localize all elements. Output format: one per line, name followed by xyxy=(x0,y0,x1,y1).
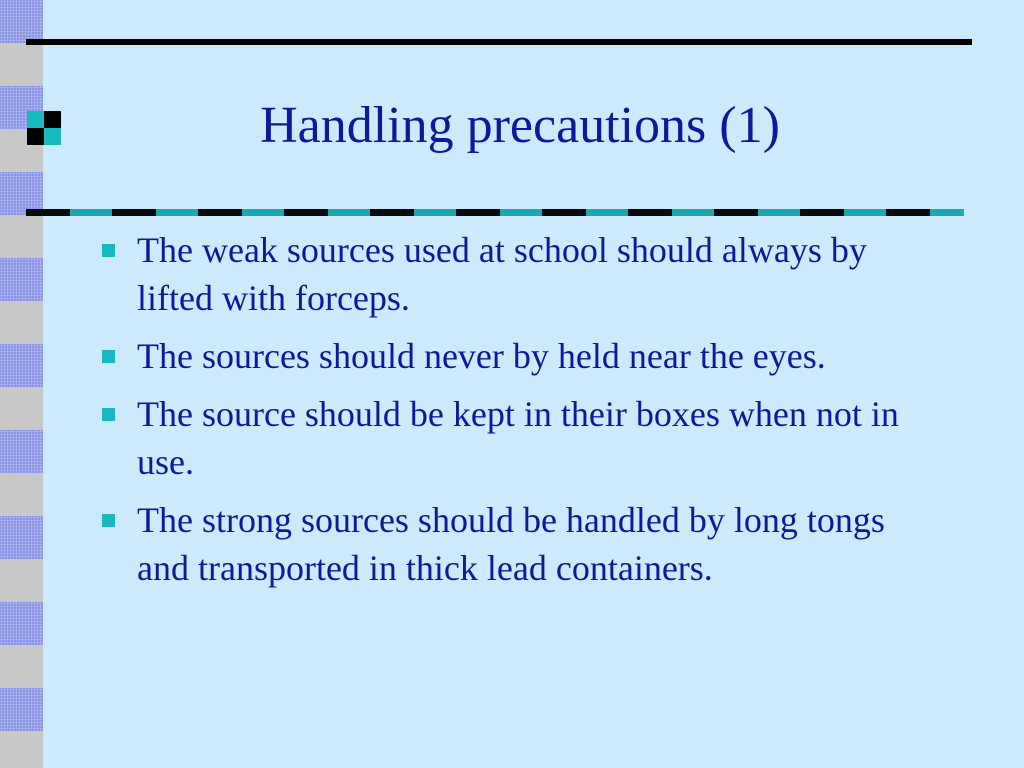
bullet-item xyxy=(100,496,900,592)
square-bullet-icon xyxy=(102,408,115,421)
square-bullet-icon xyxy=(102,514,115,527)
bullet-text: The source should be kept in their boxes when not in use. xyxy=(137,394,899,482)
checker-cell xyxy=(44,111,61,128)
bullet-item xyxy=(100,390,900,486)
strip-block xyxy=(0,344,43,387)
bullet-text: The strong sources should be handled by long tongs and transported in thick lead containers. xyxy=(137,500,885,588)
bullet-item xyxy=(100,332,900,380)
checker-cell xyxy=(27,111,44,128)
strip-block xyxy=(0,516,43,559)
bullet-item xyxy=(100,226,900,322)
strip-block xyxy=(0,430,43,473)
top-rule xyxy=(26,39,972,45)
checker-cell xyxy=(27,128,44,145)
slide-title: Handling precautions (1) xyxy=(260,97,780,154)
strip-block xyxy=(0,258,43,301)
square-bullet-icon xyxy=(102,244,115,257)
checker-square-icon xyxy=(27,111,61,145)
bullet-text: The weak sources used at school should always by lifted with forceps. xyxy=(137,230,867,318)
bullet-list xyxy=(100,226,900,602)
strip-block xyxy=(0,602,43,645)
square-bullet-icon xyxy=(102,350,115,363)
bullet-text: The sources should never by held near the eyes. xyxy=(137,336,826,376)
strip-block xyxy=(0,688,43,731)
checker-cell xyxy=(44,128,61,145)
title-divider xyxy=(26,209,964,216)
strip-block xyxy=(0,0,43,43)
